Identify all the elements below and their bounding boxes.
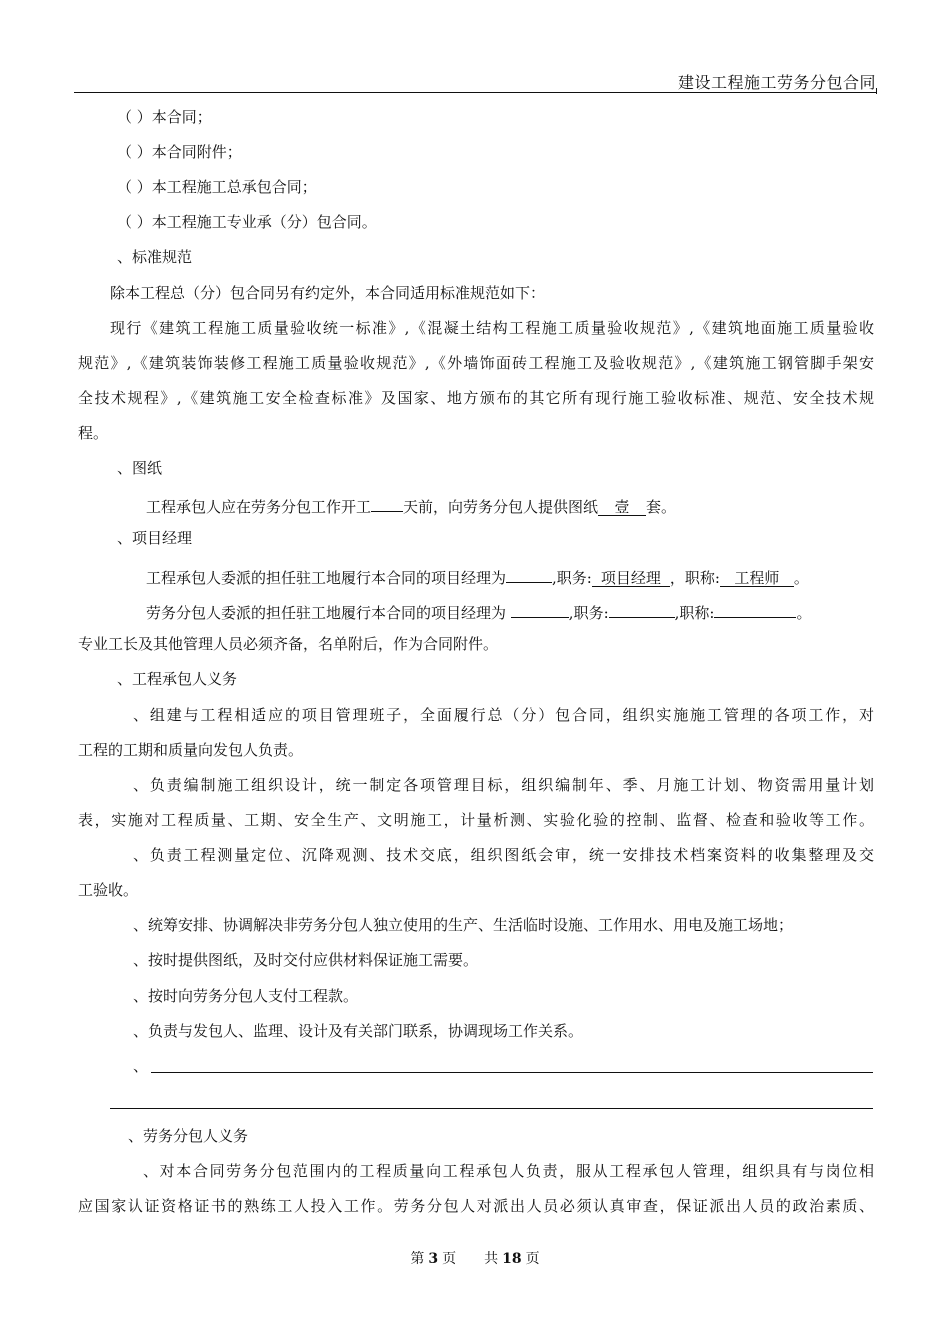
sub-duty-item: 、对本合同劳务分包范围内的工程质量向工程承包人负责，服从工程承包人管理，组织具有与岗位相 bbox=[143, 1162, 874, 1180]
duty-item-cont: 工程的工期和质量向发包人负责。 bbox=[78, 741, 304, 759]
duty-item: 、负责与发包人、监理、设计及有关部门联系，协调现场工作关系。 bbox=[133, 1022, 584, 1040]
duty-item-blank-mark: 、 bbox=[133, 1057, 149, 1075]
contractor-pm-line bbox=[146, 564, 942, 588]
duty-item: 、负责编制施工组织设计，统一制定各项管理目标，组织编制年、季、月施工计划、物资需用量计划 bbox=[133, 776, 874, 794]
contractor-pm-title-field[interactable]: 工程师 bbox=[720, 568, 794, 587]
duty-item: 、按时提供图纸，及时交付应供材料保证施工需要。 bbox=[133, 951, 479, 969]
end-mark: 。 bbox=[793, 569, 809, 587]
standards-text-line: 程。 bbox=[78, 424, 109, 442]
sub-pm-title-blank[interactable] bbox=[714, 599, 796, 618]
doc-list-item: （ ）本合同； bbox=[117, 108, 212, 126]
sub-duty-item-cont: 应国家认证资格证书的熟练工人投入工作。劳务分包人对派出人员必须认真审查，保证派出人员的政治素质、 bbox=[78, 1197, 874, 1215]
section-heading-standards: 、标准规范 bbox=[117, 248, 193, 266]
drawings-text-c: 套。 bbox=[646, 498, 677, 516]
contractor-pm-text: 工程承包人委派的担任驻工地履行本合同的项目经理为 bbox=[146, 569, 507, 587]
duty-item: 、负责工程测量定位、沉降观测、技术交底，组织图纸会审，统一安排技术档案资料的收集整理及交 bbox=[133, 846, 874, 864]
doc-list-item: （ ）本工程施工总承包合同； bbox=[117, 178, 317, 196]
drawings-text bbox=[146, 493, 942, 517]
header-rule-tick bbox=[876, 88, 877, 94]
blank-fill-line[interactable] bbox=[151, 1072, 873, 1073]
duty-item-cont: 表，实施对工程质量、工期、安全生产、文明施工，计量析测、实验化验的控制、监督、检查和验收等工作。 bbox=[78, 811, 874, 829]
section-heading-project-manager: 、项目经理 bbox=[117, 529, 193, 547]
standards-intro: 除本工程总（分）包合同另有约定外，本合同适用标准规范如下： bbox=[110, 284, 546, 302]
contractor-pm-name-blank[interactable] bbox=[506, 564, 552, 583]
sub-end-mark: 。 bbox=[796, 604, 812, 622]
post-label: ,职务: bbox=[552, 569, 592, 587]
sub-pm-text: 劳务分包人委派的担任驻工地履行本合同的项目经理为 bbox=[146, 604, 507, 622]
standards-text-line: 规范》,《建筑装饰装修工程施工质量验收规范》,《外墙饰面砖工程施工及验收规范》,《建筑施工钢管脚手架安 bbox=[78, 354, 874, 372]
header-rule bbox=[74, 92, 877, 93]
duty-item-cont: 工验收。 bbox=[78, 881, 139, 899]
drawings-sets-field[interactable]: 壹 bbox=[598, 497, 646, 516]
section-heading-subcontractor-duties: 、劳务分包人义务 bbox=[128, 1127, 249, 1145]
title-label: ，职称: bbox=[669, 569, 720, 587]
drawings-text-b: 天前，向劳务分包人提供图纸 bbox=[403, 498, 599, 516]
standards-text-line: 全技术规程》,《建筑施工安全检查标准》及国家、地方颁布的其它所有现行施工验收标准、规范、安全技术规 bbox=[78, 389, 874, 407]
duty-item: 、按时向劳务分包人支付工程款。 bbox=[133, 987, 359, 1005]
sub-pm-line bbox=[146, 599, 942, 623]
contractor-pm-post-field[interactable]: 项目经理 bbox=[592, 568, 670, 587]
blank-fill-line[interactable] bbox=[110, 1108, 873, 1109]
doc-list-item: （ ）本工程施工专业承（分）包合同。 bbox=[117, 213, 377, 231]
section-heading-drawings: 、图纸 bbox=[117, 459, 163, 477]
page-suffix: 页 bbox=[525, 1251, 540, 1267]
duty-item: 、统筹安排、协调解决非劳务分包人独立使用的生产、生活临时设施、工作用水、用电及施工场地； bbox=[133, 916, 794, 934]
document-header-title: 建设工程施工劳务分包合同 bbox=[677, 73, 876, 92]
duty-item: 、组建与工程相适应的项目管理班子，全面履行总（分）包合同，组织实施施工管理的各项工作，对 bbox=[133, 706, 874, 724]
page-mid: 页 共 bbox=[442, 1251, 499, 1267]
section-heading-contractor-duties: 、工程承包人义务 bbox=[117, 670, 238, 688]
sub-post-label: ,职务: bbox=[568, 604, 609, 622]
drawings-text-a: 工程承包人应在劳务分包工作开工 bbox=[146, 498, 372, 516]
page-prefix: 第 bbox=[410, 1251, 425, 1267]
page-footer bbox=[0, 1248, 950, 1268]
standards-text-line: 现行《建筑工程施工质量验收统一标准》,《混凝土结构工程施工质量验收规范》,《建筑地面施工质量验收 bbox=[110, 319, 874, 337]
doc-list-item: （ ）本合同附件； bbox=[117, 143, 242, 161]
sub-pm-post-blank[interactable] bbox=[609, 599, 675, 618]
sub-title-label: ,职称: bbox=[674, 604, 715, 622]
sub-pm-name-blank[interactable] bbox=[511, 599, 569, 618]
total-pages: 18 bbox=[502, 1251, 522, 1267]
page-number: 3 bbox=[428, 1251, 439, 1267]
drawings-days-blank[interactable] bbox=[371, 493, 403, 512]
staff-note: 专业工长及其他管理人员必须齐备，名单附后，作为合同附件。 bbox=[78, 635, 499, 653]
